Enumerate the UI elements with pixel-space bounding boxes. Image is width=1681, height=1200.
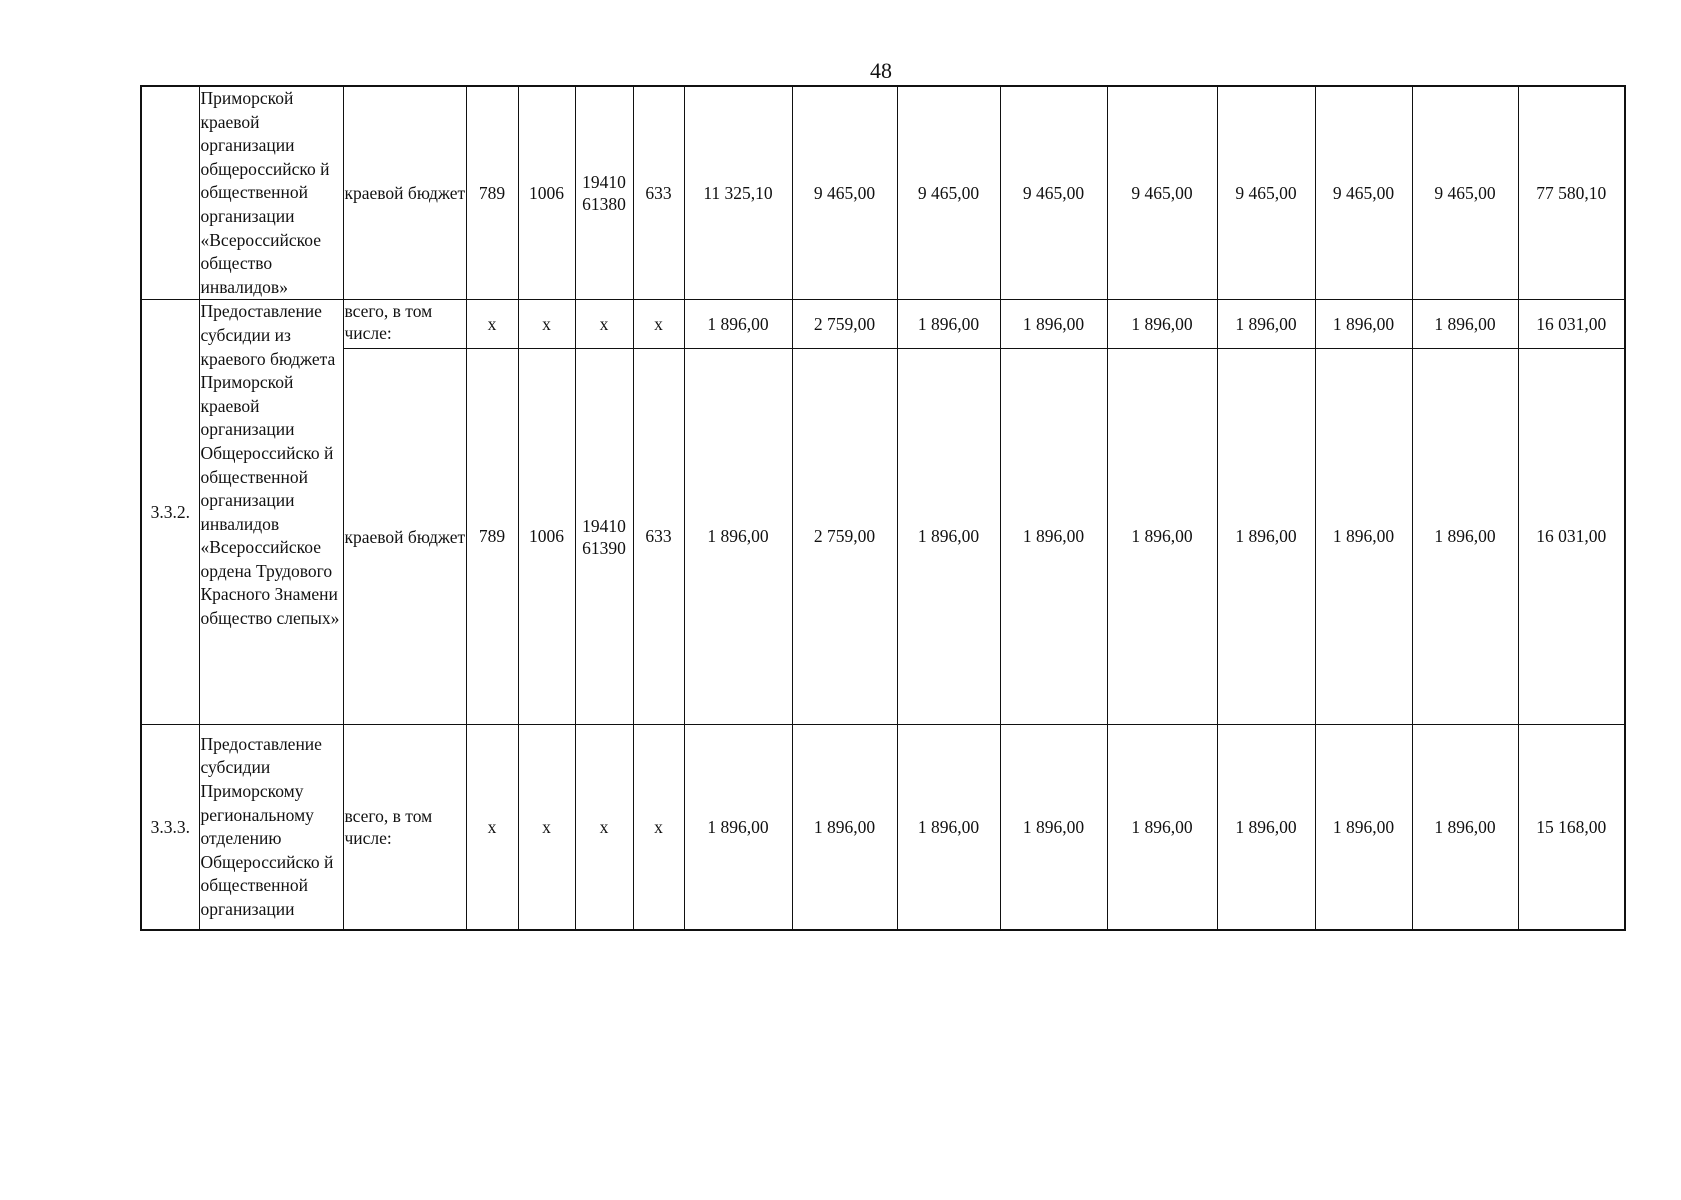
value-cell: 1 896,00 <box>684 725 792 930</box>
total-cell: 15 168,00 <box>1518 725 1625 930</box>
value-cell: 1 896,00 <box>684 349 792 725</box>
value-cell: 9 465,00 <box>1315 86 1412 300</box>
grbs-code: 789 <box>466 349 518 725</box>
value-cell: 1 896,00 <box>1107 300 1217 349</box>
value-cell: 1 896,00 <box>897 300 1000 349</box>
value-cell: 1 896,00 <box>1315 300 1412 349</box>
table-row <box>141 86 1625 300</box>
funding-source: всего, в том числе: <box>343 300 466 349</box>
value-cell: 1 896,00 <box>1412 300 1518 349</box>
total-cell: 16 031,00 <box>1518 300 1625 349</box>
value-cell: 2 759,00 <box>792 349 897 725</box>
item-number <box>141 86 199 300</box>
rzpr-code: 1006 <box>518 349 575 725</box>
csr-code <box>575 86 633 300</box>
grbs-code: x <box>466 725 518 930</box>
value-cell: 1 896,00 <box>1000 300 1107 349</box>
item-number: 3.3.3. <box>141 725 199 930</box>
grbs-code: 789 <box>466 86 518 300</box>
value-cell: 1 896,00 <box>1107 349 1217 725</box>
table-row <box>141 349 1625 725</box>
value-cell: 1 896,00 <box>1217 725 1315 930</box>
value-cell: 1 896,00 <box>1000 349 1107 725</box>
rzpr-code: x <box>518 300 575 349</box>
budget-table <box>140 85 1626 931</box>
value-cell: 1 896,00 <box>897 725 1000 930</box>
item-name: Предоставление субсидии из краевого бюджета Приморской краевой организации Общероссийско й общественной организации инвалидов «Всероссийское ордена Трудового Красного Знамени общество слепых» <box>199 300 343 725</box>
vr-code: x <box>633 725 684 930</box>
vr-code: x <box>633 300 684 349</box>
csr-code <box>575 349 633 725</box>
item-name: Предоставление субсидии Приморскому региональному отделению Общероссийско й общественной организации <box>199 725 343 930</box>
value-cell: 11 325,10 <box>684 86 792 300</box>
value-cell: 1 896,00 <box>1000 725 1107 930</box>
value-cell: 9 465,00 <box>1217 86 1315 300</box>
value-cell: 1 896,00 <box>1412 725 1518 930</box>
csr-code: x <box>575 725 633 930</box>
table-row <box>141 725 1625 930</box>
item-number: 3.3.2. <box>141 300 199 725</box>
value-cell: 9 465,00 <box>1000 86 1107 300</box>
csr-code-part: 19410 <box>582 172 626 193</box>
value-cell: 1 896,00 <box>1217 349 1315 725</box>
vr-code: 633 <box>633 349 684 725</box>
rzpr-code: x <box>518 725 575 930</box>
value-cell: 1 896,00 <box>897 349 1000 725</box>
total-cell: 16 031,00 <box>1518 349 1625 725</box>
csr-code-part: 19410 <box>582 515 626 536</box>
value-cell: 9 465,00 <box>792 86 897 300</box>
value-cell: 1 896,00 <box>1315 725 1412 930</box>
rzpr-code: 1006 <box>518 86 575 300</box>
value-cell: 9 465,00 <box>897 86 1000 300</box>
vr-code: 633 <box>633 86 684 300</box>
value-cell: 2 759,00 <box>792 300 897 349</box>
grbs-code: x <box>466 300 518 349</box>
value-cell: 1 896,00 <box>1315 349 1412 725</box>
value-cell: 1 896,00 <box>1412 349 1518 725</box>
csr-code-part: 61380 <box>582 194 626 215</box>
csr-code-part: 61390 <box>582 537 626 558</box>
item-name: Приморской краевой организации общероссийско й общественной организации «Всероссийское общество инвалидов» <box>199 86 343 300</box>
value-cell: 9 465,00 <box>1107 86 1217 300</box>
funding-source: краевой бюджет <box>343 349 466 725</box>
csr-code: x <box>575 300 633 349</box>
value-cell: 1 896,00 <box>1107 725 1217 930</box>
value-cell: 1 896,00 <box>792 725 897 930</box>
page-number: 48 <box>870 58 892 83</box>
funding-source: всего, в том числе: <box>343 725 466 930</box>
total-cell: 77 580,10 <box>1518 86 1625 300</box>
value-cell: 9 465,00 <box>1412 86 1518 300</box>
funding-source: краевой бюджет <box>343 86 466 300</box>
value-cell: 1 896,00 <box>684 300 792 349</box>
table-row <box>141 300 1625 349</box>
value-cell: 1 896,00 <box>1217 300 1315 349</box>
